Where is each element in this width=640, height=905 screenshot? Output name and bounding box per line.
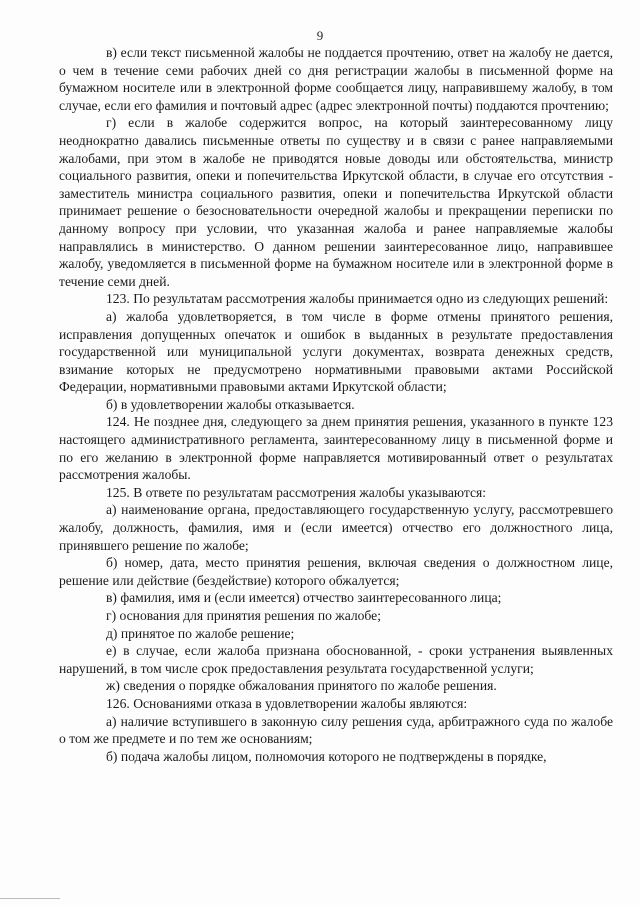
scan-edge-mark — [0, 898, 60, 899]
paragraph-126: 126. Основаниями отказа в удовлетворении жалобы являются: — [106, 695, 468, 711]
paragraph-125-d: д) принятое по жалобе решение; — [106, 625, 295, 641]
paragraph-125-g: г) основания для принятия решения по жалобе; — [106, 608, 381, 623]
paragraph-125-v: в) фамилия, имя и (если имеется) отчество заинтересованного лица; — [106, 590, 502, 606]
paragraph-item-g: г) если в жалобе содержится вопрос, на который заинтересованному лицу неоднократно давались письменные ответы по существу и в связи с ранее направляемыми жалобами, при этом в жалобе не приводятся новые доводы или обстоятельства, министр социального развития, опеки и попечительства Иркутской области, в случае его отсутствия - заместитель министра социального развития, опеки и попечительства Иркутской области принимает решение о безосновательности очередной жалобы и прекращении переписки по данному вопросу при условии, что указанная жалоба и ранее направляемые жалобы направлялись в министерство. О данном решении заинтересованное лицо, направившее жалобу, уведомляется в письменной форме на бумажном носителе или в электронной форме в течение семи дней. — [59, 115, 613, 289]
paragraph-item-v: в) если текст письменной жалобы не поддается прочтению, ответ на жалобу не дается, о чем в течение семи рабочих дней со дня регистрации жалобы в письменной форме на бумажном носителе или в электронной форме сообщается лицу, направившему жалобу, в том случае, если его фамилия и почтовый адрес (адрес электронной почты) поддаются прочтению; — [59, 45, 613, 113]
paragraph-123-b: б) в удовлетворении жалобы отказывается. — [106, 396, 355, 412]
paragraph-125-e: е) в случае, если жалоба признана обоснованной, - сроки устранения выявленных нарушений, в том числе срок предоставления результата государственной услуги; — [59, 643, 613, 676]
paragraph-125: 125. В ответе по результатам рассмотрения жалобы указываются: — [106, 484, 487, 500]
paragraph-124: 124. Не позднее дня, следующего за днем принятия решения, указанного в пункте 123 настоящего административного регламента, заинтересованному лицу в письменной форме и по его желанию в электронной форме направляется мотивированный ответ о результатах рассмотрения жалобы. — [59, 414, 613, 483]
paragraph-125-a: а) наименование органа, предоставляющего государственную услугу, рассмотревшего жалобу, должность, фамилия, имя и (если имеется) отчество его должностного лица, принявшего решение по жалобе; — [59, 502, 613, 553]
page-number: 9 — [316, 28, 324, 43]
paragraph-125-zh: ж) сведения о порядке обжалования принятого по жалобе решения. — [106, 678, 497, 694]
paragraph-126-a: а) наличие вступившего в законную силу решения суда, арбитражного суда по жалобе о том же предмете и по тем же основаниям; — [59, 713, 613, 747]
paragraph-123-a: а) жалоба удовлетворяется, в том числе в форме отмены принятого решения, исправления допущенных опечаток и ошибок в выданных в результате предоставления государственной или муниципальной услуги документах, возврата денежных средств, взимание которых не предусмотрено нормативными правовыми актами Российской Федерации, нормативными правовыми актами Иркутской области; — [59, 308, 613, 395]
paragraph-125-b: б) номер, дата, место принятия решения, включая сведения о должностном лице, решение или действие (бездействие) которого обжалуется; — [59, 555, 613, 588]
paragraph-126-b: б) подача жалобы лицом, полномочия которого не подтверждены в порядке, — [106, 748, 547, 764]
paragraph-123: 123. По результатам рассмотрения жалобы принимается одно из следующих решений: — [106, 291, 609, 307]
document-body — [59, 44, 613, 765]
